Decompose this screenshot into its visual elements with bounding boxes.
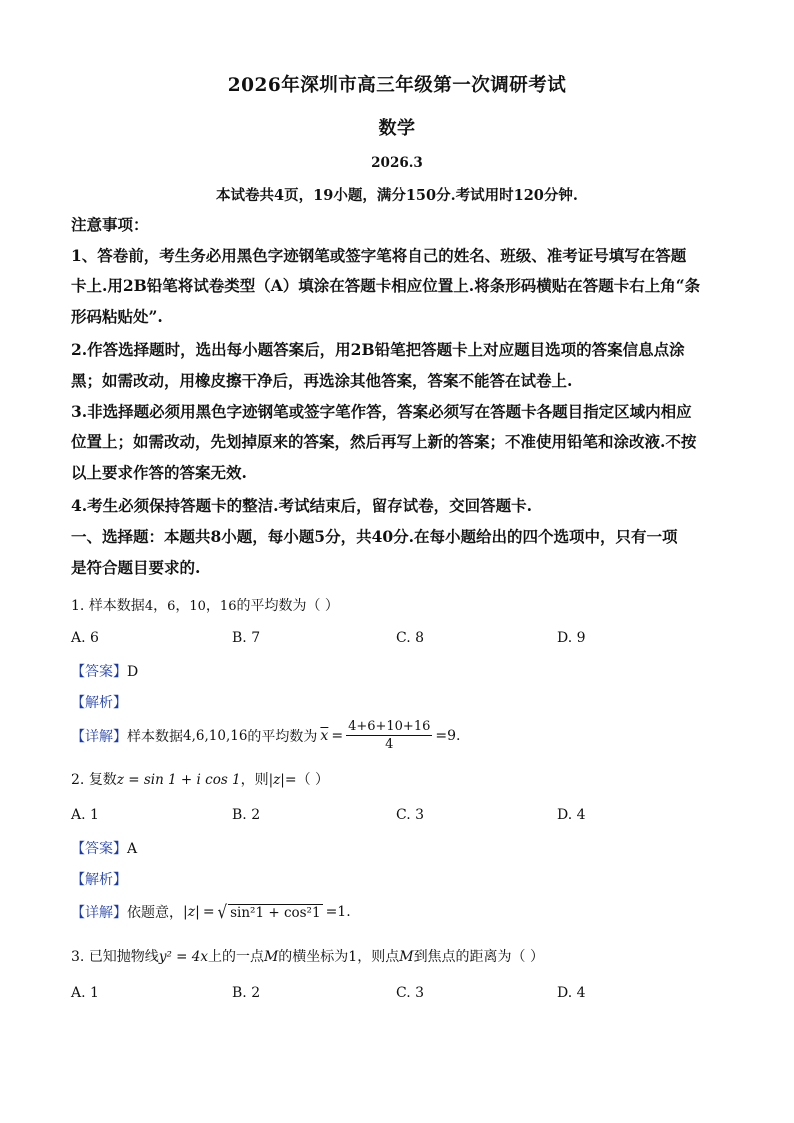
- period: .: [346, 904, 351, 920]
- detail-label: 【详解】: [71, 728, 127, 745]
- notes-heading: 注意事项：: [71, 215, 149, 234]
- question-2: [71, 769, 329, 789]
- note-4: 4.考生必须保持答题卡的整洁.考试结束后，留存试卷，交回答题卡.: [71, 496, 532, 515]
- detail-text: 样本数据: [127, 728, 183, 745]
- q1-option-d: D. 9: [557, 630, 586, 646]
- fraction-denominator: 4: [385, 737, 394, 752]
- q3-option-c: C. 3: [396, 985, 425, 1001]
- answer-value: D: [127, 664, 139, 680]
- question-text: 的横坐标为1，则点: [278, 949, 400, 965]
- note-2-line-1: 2.作答选择题时，选出每小题答案后，用2B铅笔把答题卡上对应题目选项的答案信息点涂: [71, 340, 685, 359]
- equals-sign: =: [202, 904, 215, 920]
- q3-option-b: B. 2: [232, 985, 261, 1001]
- q1-detail: [71, 718, 460, 753]
- question-text: 上的一点: [207, 949, 264, 965]
- modulus-expression: |z|: [183, 904, 200, 920]
- complex-expression: z = sin 1 + i cos 1: [116, 772, 241, 788]
- q2-answer: [71, 838, 137, 858]
- exam-date: 2026.3: [371, 155, 423, 171]
- detail-text: 依题意，: [127, 905, 183, 921]
- answer-label: 【答案】: [71, 841, 127, 857]
- q1-option-c: C. 8: [396, 630, 425, 646]
- exam-subject: 数学: [378, 118, 416, 139]
- question-3: [71, 946, 544, 966]
- mean-fraction: [346, 718, 432, 753]
- question-number: 3.: [71, 949, 85, 965]
- question-number: 2.: [71, 772, 85, 788]
- q2-detail: [71, 902, 351, 922]
- fraction-numerator: 4+6+10+16: [348, 719, 431, 734]
- question-text: 的平均数为（ ）: [236, 598, 339, 614]
- q2-option-d: D. 4: [557, 807, 586, 823]
- note-3-line-1: 3.非选择题必须用黑色字迹钢笔或签字笔作答，答案必须写在答题卡各题目指定区域内相应: [71, 402, 692, 421]
- detail-result: =9: [435, 727, 457, 744]
- question-text: 复数: [88, 772, 117, 788]
- sqrt-icon: √: [217, 901, 228, 923]
- q1-analysis-label: 【解析】: [71, 695, 127, 711]
- note-1-line-3: 形码粘贴处”.: [71, 307, 163, 326]
- q2-analysis-label: 【解析】: [71, 872, 127, 888]
- q1-option-b: B. 7: [232, 630, 261, 646]
- q1-option-a: A. 6: [71, 630, 99, 646]
- detail-result: =1: [325, 904, 347, 920]
- detail-label: 【详解】: [71, 905, 127, 921]
- question-text: 到焦点的距离为（ ）: [413, 949, 545, 965]
- question-text: 已知抛物线: [88, 949, 159, 965]
- section-heading-line-1: 一、选择题：本题共8小题，每小题5分，共40分.在每小题给出的四个选项中，只有一项: [71, 527, 678, 546]
- note-3-line-3: 以上要求作答的答案无效.: [71, 463, 247, 482]
- point-m: M: [399, 949, 414, 965]
- period: .: [456, 727, 461, 744]
- sqrt-radicand: sin²1 + cos²1: [230, 904, 321, 921]
- exam-info: 本试卷共4页，19小题，满分150分.考试用时120分钟.: [216, 187, 578, 204]
- detail-text: 的平均数为: [247, 728, 318, 745]
- note-3-line-2: 位置上；如需改动，先划掉原来的答案，然后再写上新的答案；不准使用铅笔和涂改液.不按: [71, 432, 697, 451]
- data-value: 10: [189, 599, 206, 614]
- data-value: 16: [219, 599, 237, 614]
- q2-option-b: B. 2: [232, 807, 261, 823]
- note-1-line-2: 卡上.用2B铅笔将试卷类型（A）填涂在答题卡相应位置上.将条形码横贴在答题卡右上角“条: [71, 276, 701, 295]
- question-text: ，则: [240, 772, 269, 788]
- note-2-line-2: 黑；如需改动，用橡皮擦干净后，再选涂其他答案，答案不能答在试卷上.: [71, 371, 573, 390]
- q1-answer: [71, 661, 138, 681]
- modulus-expression: |z|: [268, 772, 285, 788]
- mean-symbol: $\overline{x}$: [320, 727, 329, 744]
- q2-option-a: A. 1: [71, 807, 99, 823]
- question-number: 1.: [71, 598, 85, 614]
- detail-data: 4,6,10,16: [183, 727, 248, 744]
- answer-label: 【答案】: [71, 664, 127, 680]
- parabola-expression: y² = 4x: [158, 949, 208, 965]
- data-value: 6: [167, 599, 176, 614]
- question-text: =（ ）: [284, 772, 330, 788]
- data-value: 4: [144, 599, 154, 614]
- exam-title: 2026年深圳市高三年级第一次调研考试: [227, 75, 567, 96]
- answer-value: A: [127, 841, 138, 857]
- question-1: 1. 样本数据4，6，10，16的平均数为（ ）: [71, 598, 339, 614]
- point-m: M: [263, 949, 279, 965]
- equals-sign: =: [331, 727, 344, 744]
- note-1-line-1: 1、答卷前，考生务必用黑色字迹钢笔或签字笔将自己的姓名、班级、准考证号填写在答题: [71, 246, 687, 265]
- section-heading-line-2: 是符合题目要求的.: [71, 558, 201, 577]
- q3-option-d: D. 4: [557, 985, 586, 1001]
- q3-option-a: A. 1: [71, 985, 99, 1001]
- q2-option-c: C. 3: [396, 807, 425, 823]
- question-text: 样本数据: [88, 598, 145, 614]
